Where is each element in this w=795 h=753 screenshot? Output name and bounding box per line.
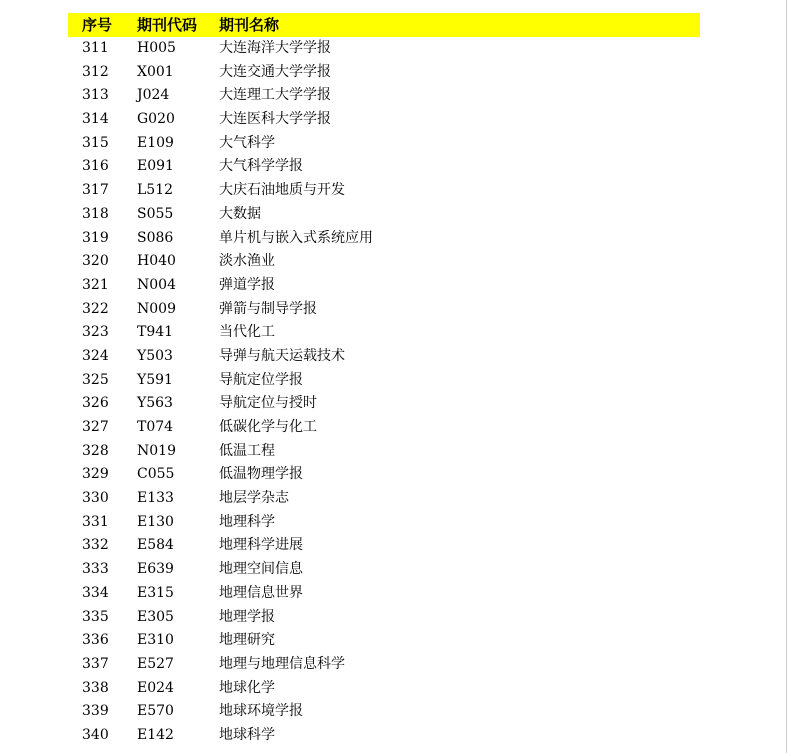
- row-journal-code: X001: [137, 63, 174, 80]
- row-journal-name: 低温工程: [219, 442, 275, 459]
- row-number: 324: [82, 347, 109, 364]
- row-number: 318: [82, 205, 109, 222]
- table-row: [68, 132, 700, 156]
- table-row: [68, 298, 700, 322]
- row-journal-name: 大庆石油地质与开发: [219, 182, 345, 199]
- table-row: [68, 392, 700, 416]
- table-row: [68, 487, 700, 511]
- table-row: [68, 629, 700, 653]
- journal-table-body: [68, 37, 700, 748]
- row-journal-name: 地球科学: [219, 726, 275, 743]
- row-journal-code: E091: [137, 158, 174, 175]
- table-row: [68, 534, 700, 558]
- row-journal-name: 低碳化学与化工: [219, 419, 317, 435]
- row-journal-name: 地理科学进展: [219, 537, 303, 554]
- row-journal-code: H040: [137, 253, 176, 270]
- row-journal-code: E142: [137, 726, 174, 743]
- table-row: [68, 345, 700, 369]
- table-row: [68, 321, 700, 345]
- row-journal-name: 大连交通大学学报: [219, 63, 331, 80]
- row-number: 313: [82, 87, 109, 104]
- row-number: 325: [82, 371, 109, 388]
- row-number: 314: [82, 111, 109, 128]
- row-number: 331: [82, 513, 109, 530]
- table-row: [68, 369, 700, 393]
- row-number: 333: [82, 561, 109, 578]
- row-journal-code: S086: [137, 229, 174, 246]
- row-journal-name: 大连海洋大学学报: [219, 40, 331, 56]
- table-row: [68, 653, 700, 677]
- header-journal-name: 期刊名称: [219, 16, 280, 34]
- row-journal-name: 大数据: [219, 205, 261, 222]
- table-row: [68, 84, 700, 108]
- row-journal-name: 导航定位与授时: [219, 395, 317, 412]
- table-row: [68, 511, 700, 535]
- row-number: 335: [82, 608, 109, 625]
- table-row: [68, 37, 700, 61]
- row-journal-name: 地理信息世界: [219, 584, 303, 601]
- table-row: [68, 440, 700, 464]
- table-row: [68, 463, 700, 487]
- row-number: 315: [82, 134, 109, 151]
- table-row: [68, 250, 700, 274]
- row-journal-name: 大连理工大学学报: [219, 87, 331, 104]
- row-number: 327: [82, 419, 109, 435]
- row-journal-name: 地理科学: [219, 513, 275, 530]
- row-journal-code: N019: [137, 442, 176, 459]
- table-row: [68, 416, 700, 440]
- table-row: [68, 227, 700, 251]
- table-row: [68, 700, 700, 724]
- row-journal-code: E305: [137, 608, 174, 625]
- row-journal-name: 地理学报: [219, 608, 275, 625]
- row-number: 336: [82, 632, 109, 649]
- row-number: 332: [82, 537, 109, 554]
- row-journal-name: 低温物理学报: [219, 466, 303, 483]
- row-journal-name: 地球化学: [219, 679, 275, 696]
- row-journal-code: E133: [137, 490, 174, 507]
- row-number: 340: [82, 726, 109, 743]
- row-journal-code: E315: [137, 584, 174, 601]
- row-number: 323: [82, 324, 109, 341]
- row-number: 329: [82, 466, 109, 483]
- header-number: 序号: [82, 16, 113, 34]
- row-journal-code: Y563: [137, 395, 173, 412]
- row-number: 321: [82, 276, 109, 293]
- row-number: 322: [82, 300, 109, 317]
- row-journal-name: 地层学杂志: [219, 490, 289, 507]
- table-row: [68, 61, 700, 85]
- table-row: [68, 203, 700, 227]
- page-edge-divider: [786, 0, 787, 753]
- row-journal-code: G020: [137, 111, 175, 128]
- row-journal-code: E109: [137, 134, 174, 151]
- row-number: 328: [82, 442, 109, 459]
- row-journal-code: E527: [137, 655, 174, 672]
- row-journal-code: E130: [137, 513, 174, 530]
- table-row: [68, 606, 700, 630]
- row-number: 317: [82, 182, 109, 199]
- row-number: 319: [82, 229, 109, 246]
- table-row: [68, 108, 700, 132]
- row-journal-code: S055: [137, 205, 174, 222]
- table-row: [68, 274, 700, 298]
- table-row: [68, 558, 700, 582]
- row-journal-name: 导航定位学报: [219, 371, 303, 388]
- row-number: 311: [82, 40, 109, 56]
- row-journal-code: Y591: [137, 371, 173, 388]
- row-journal-code: E024: [137, 679, 174, 696]
- row-number: 316: [82, 158, 109, 175]
- row-journal-code: E639: [137, 561, 174, 578]
- row-number: 312: [82, 63, 109, 80]
- row-journal-code: E570: [137, 703, 174, 720]
- table-header-row: [68, 13, 700, 37]
- table-row: [68, 724, 700, 748]
- row-journal-code: Y503: [137, 347, 173, 364]
- row-number: 338: [82, 679, 109, 696]
- row-journal-code: H005: [137, 40, 176, 56]
- table-row: [68, 582, 700, 606]
- row-number: 326: [82, 395, 109, 412]
- row-journal-name: 当代化工: [219, 324, 275, 341]
- row-journal-name: 地理与地理信息科学: [219, 655, 345, 672]
- row-journal-code: N009: [137, 300, 176, 317]
- row-journal-name: 地理研究: [219, 632, 275, 649]
- row-number: 330: [82, 490, 109, 507]
- row-journal-name: 大连医科大学学报: [219, 111, 331, 128]
- row-number: 334: [82, 584, 109, 601]
- row-journal-name: 地理空间信息: [219, 561, 303, 578]
- row-journal-name: 弹箭与制导学报: [219, 300, 317, 317]
- row-journal-name: 单片机与嵌入式系统应用: [219, 229, 373, 246]
- row-number: 337: [82, 655, 109, 672]
- row-number: 320: [82, 253, 109, 270]
- row-journal-code: E584: [137, 537, 174, 554]
- row-journal-code: E310: [137, 632, 174, 649]
- row-journal-name: 导弹与航天运载技术: [219, 347, 345, 364]
- row-journal-name: 大气科学学报: [219, 158, 303, 175]
- row-journal-code: T074: [137, 419, 174, 435]
- header-journal-code: 期刊代码: [137, 16, 198, 34]
- row-journal-code: C055: [137, 466, 175, 483]
- table-row: [68, 155, 700, 179]
- row-journal-name: 弹道学报: [219, 276, 275, 293]
- row-journal-code: L512: [137, 182, 174, 199]
- row-journal-code: J024: [137, 87, 170, 104]
- row-journal-name: 大气科学: [219, 134, 275, 151]
- table-row: [68, 677, 700, 701]
- row-journal-code: T941: [137, 324, 174, 341]
- row-number: 339: [82, 703, 109, 720]
- row-journal-code: N004: [137, 276, 176, 293]
- row-journal-name: 地球环境学报: [219, 703, 303, 720]
- row-journal-name: 淡水渔业: [219, 253, 275, 270]
- table-row: [68, 179, 700, 203]
